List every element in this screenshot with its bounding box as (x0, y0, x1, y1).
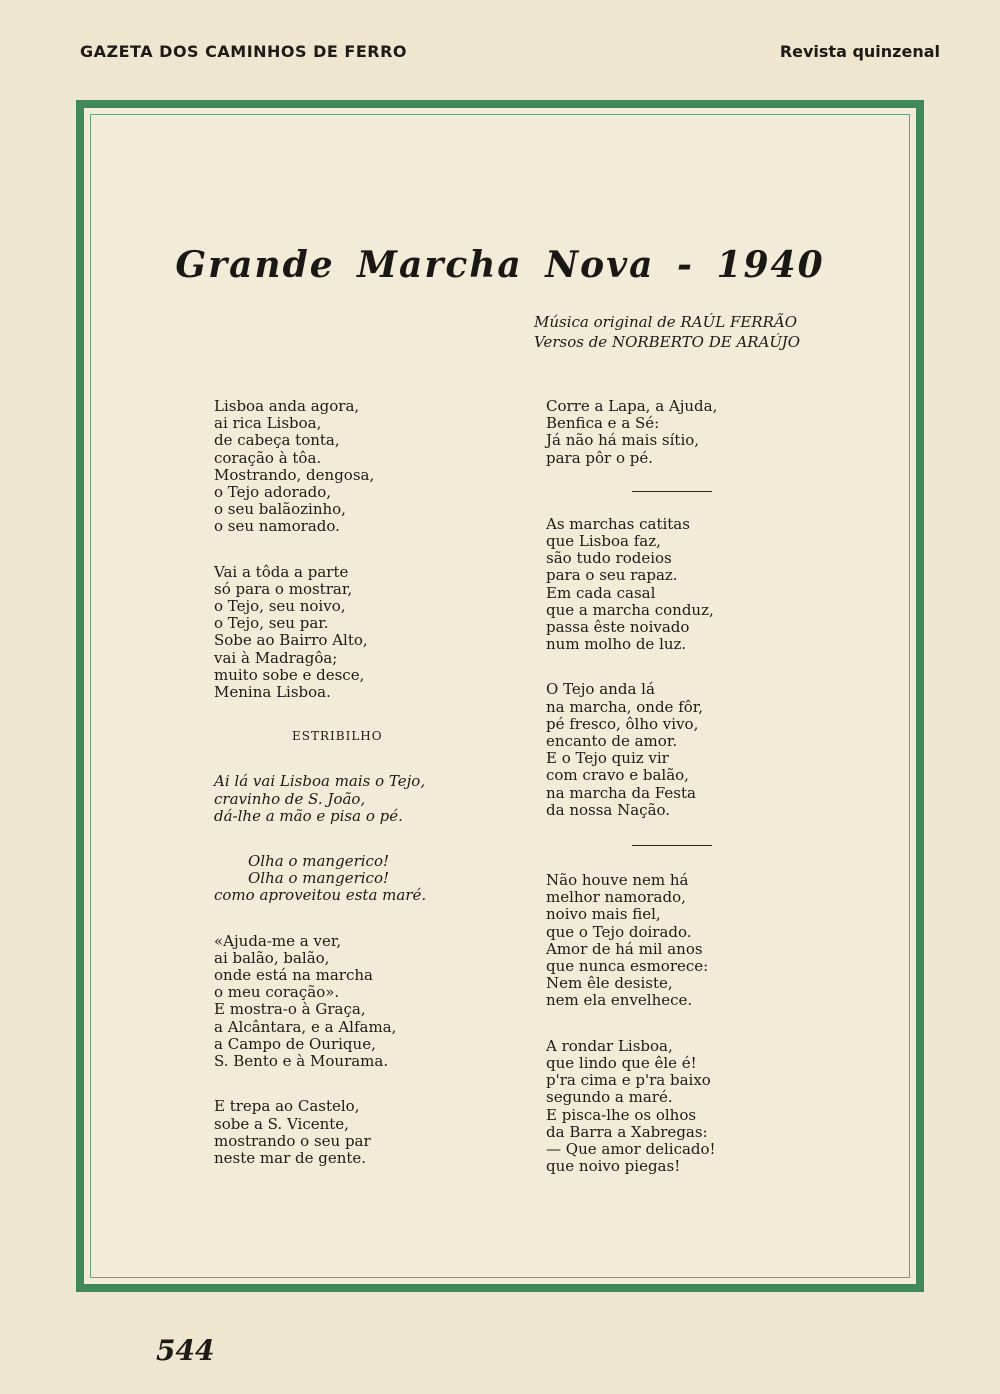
verse-line: melhor namorado, (546, 888, 686, 907)
verse-line: encanto de amor. (546, 732, 678, 751)
right-stanza-2 (546, 516, 846, 654)
verse-line: dá-lhe a mão e pisa o pé. (214, 806, 403, 825)
verse-line: o Tejo, seu noivo, (214, 597, 346, 616)
verse-line: que nunca esmorece: (546, 957, 709, 976)
left-stanza-4 (214, 1098, 514, 1167)
verse-line: S. Bento e à Mourama. (214, 1052, 389, 1071)
verse-line: para o seu rapaz. (546, 566, 678, 585)
verse-line: E trepa ao Castelo, (214, 1097, 360, 1116)
verse-line: passa êste noivado (546, 618, 690, 637)
verse-line: o Tejo adorado, (214, 483, 332, 502)
verse-line: coração à tôa. (214, 448, 322, 467)
verse-line: Nem êle desiste, (546, 974, 673, 993)
verse-line: muito sobe e desce, (214, 665, 365, 684)
page-number: 544 (156, 1334, 215, 1367)
verse-line: neste mar de gente. (214, 1148, 367, 1167)
verse-line: Corre a Lapa, a Ajuda, (546, 397, 718, 415)
verse-line: Em cada casal (546, 583, 656, 602)
verse-line: que noivo piegas! (546, 1157, 681, 1176)
verse-line: são tudo rodeios (546, 549, 672, 568)
left-column (214, 398, 514, 1167)
verse-line: A rondar Lisboa, (546, 1036, 673, 1055)
journal-title: GAZETA DOS CAMINHOS DE FERRO (80, 42, 408, 61)
verse-line: o meu coração». (214, 983, 340, 1002)
estribilho-heading: ESTRIBILHO (292, 729, 383, 744)
verse-line: a Alcântara, e a Alfama, (214, 1017, 397, 1036)
verse-line: que a marcha conduz, (546, 600, 714, 619)
refrain-2-indented (214, 853, 514, 887)
verse-line: a Campo de Ourique, (214, 1034, 376, 1053)
verse-line: — Que amor delicado! (546, 1139, 716, 1158)
verse-line: da nossa Nação. (546, 800, 671, 819)
verse-line: E mostra-o à Graça, (214, 1000, 366, 1019)
verse-line: Olha o mangerico! (248, 869, 389, 888)
verse-line: onde está na marcha (214, 966, 373, 985)
verse-line: na marcha da Festa (546, 783, 696, 802)
verse-line: E o Tejo quiz vir (546, 749, 669, 768)
verse-line: pé fresco, ôlho vivo, (546, 714, 699, 733)
verse-line: o seu namorado. (214, 517, 340, 536)
verse-line: Já não há mais sítio, (546, 431, 700, 450)
right-column (546, 398, 846, 1175)
refrain-2-last-line: como aproveitou esta maré. (214, 886, 427, 905)
right-stanza-4 (546, 872, 846, 1010)
verse-line: noivo mais fiel, (546, 905, 661, 924)
verse-line: na marcha, onde fôr, (546, 697, 704, 716)
verse-line: Mostrando, dengosa, (214, 465, 375, 484)
verse-line: sobe a S. Vicente, (214, 1114, 349, 1133)
verse-line: de cabeça tonta, (214, 431, 340, 450)
verse-line: Benfica e a Sé: (546, 414, 660, 433)
verse-line: Olha o mangerico! (248, 852, 389, 871)
verse-line: E pisca-lhe os olhos (546, 1105, 697, 1124)
verse-line: Menina Lisboa. (214, 683, 331, 702)
verse-line: nem ela envelhece. (546, 991, 693, 1010)
verse-line: que o Tejo doirado. (546, 922, 692, 941)
verse-line: num molho de luz. (546, 635, 687, 654)
verse-line: com cravo e balão, (546, 766, 689, 785)
lyrics-credit: Versos de NORBERTO DE ARAÚJO (534, 333, 800, 351)
verse-line: mostrando o seu par (214, 1131, 371, 1150)
verse-line: o Tejo, seu par. (214, 614, 329, 633)
music-credit: Música original de RAÚL FERRÃO (534, 313, 798, 331)
verse-line: só para o mostrar, (214, 579, 353, 598)
right-stanza-5 (546, 1038, 846, 1176)
verse-line: O Tejo anda lá (546, 680, 655, 699)
credits (534, 312, 800, 352)
journal-subtitle: Revista quinzenal (779, 42, 940, 61)
verse-line: da Barra a Xabregas: (546, 1122, 708, 1141)
verse-line: que lindo que êle é! (546, 1053, 697, 1072)
verse-line: que Lisboa faz, (546, 532, 661, 551)
left-stanza-3 (214, 933, 514, 1071)
verse-line: Ai lá vai Lisboa mais o Tejo, (214, 772, 426, 791)
verse-line: o seu balãozinho, (214, 500, 346, 519)
left-stanza-1 (214, 398, 514, 536)
refrain-2 (214, 853, 514, 905)
poem-title: Grande Marcha Nova - 1940 (175, 244, 825, 286)
verse-line: segundo a maré. (546, 1088, 673, 1107)
right-stanza-3 (546, 681, 846, 819)
verse-line: para pôr o pé. (546, 448, 654, 467)
right-stanza-1 (546, 398, 846, 467)
verse-line: ai balão, balão, (214, 948, 330, 967)
verse-line: cravinho de S. João, (214, 789, 366, 808)
verse-line: As marchas catitas (546, 514, 690, 533)
verse-line: «Ajuda-me a ver, (214, 931, 342, 950)
verse-line: Lisboa anda agora, (214, 397, 360, 415)
verse-line: Não houve nem há (546, 871, 689, 890)
verse-line: vai à Madragôa; (214, 648, 338, 667)
verse-line: p'ra cima e p'ra baixo (546, 1071, 711, 1090)
refrain-1 (214, 773, 514, 825)
verse-line: Sobe ao Bairro Alto, (214, 631, 368, 650)
verse-line: Vai a tôda a parte (214, 562, 349, 581)
left-stanza-2 (214, 564, 514, 702)
verse-line: ai rica Lisboa, (214, 414, 322, 433)
verse-line: Amor de há mil anos (546, 939, 703, 958)
